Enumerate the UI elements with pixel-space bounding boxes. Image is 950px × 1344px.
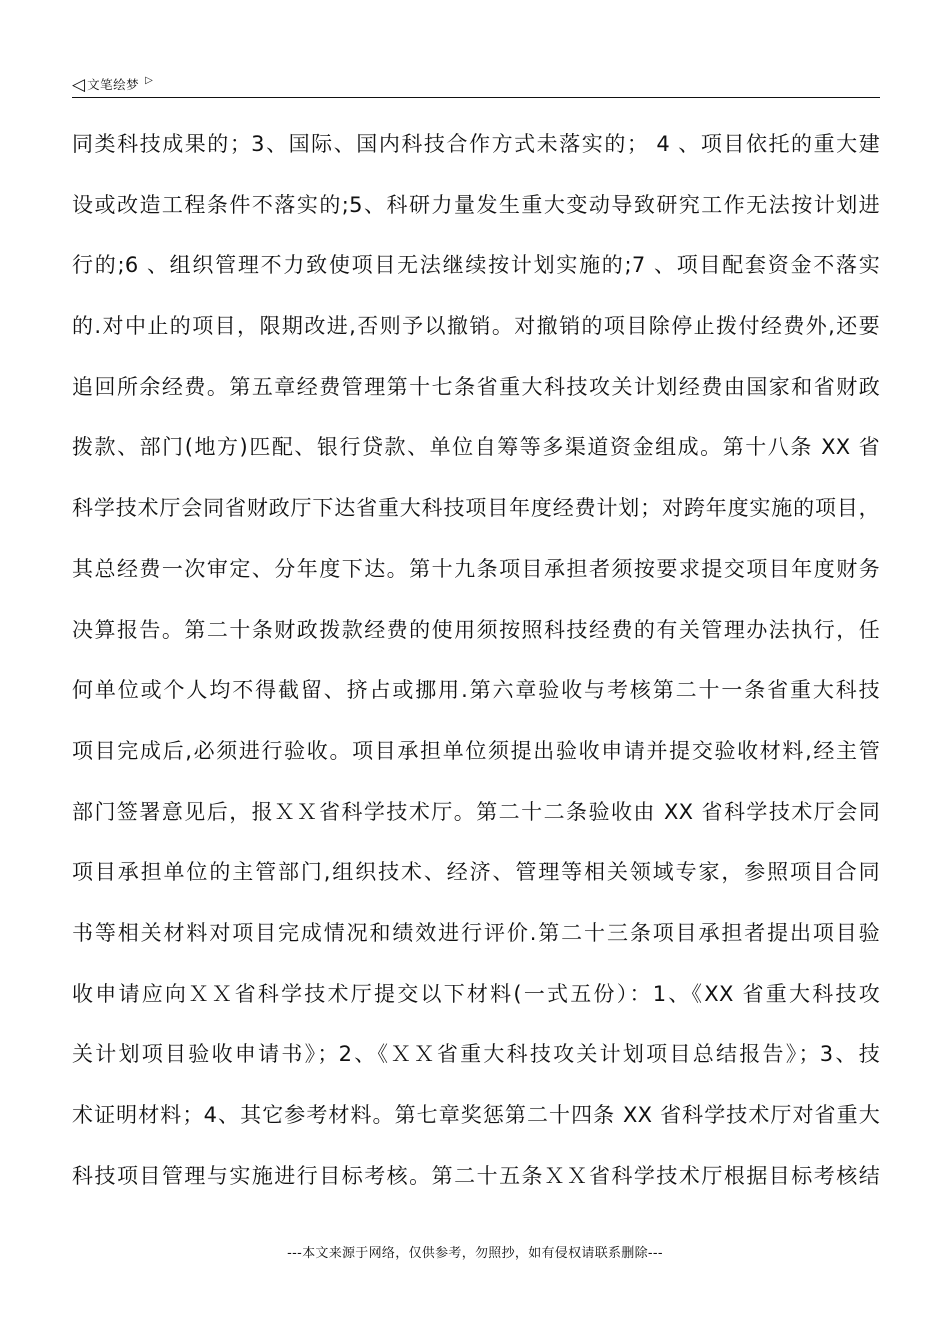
body-line: 术证明材料；4、其它参考材料。第七章奖惩第二十四条 XX 省科学技术厅对省重大 [72, 1103, 880, 1127]
body-line: 书等相关材料对项目完成情况和绩效进行评价.第二十三条项目承担者提出项目验 [72, 920, 880, 945]
body-line: 决算报告。第二十条财政拨款经费的使用须按照科技经费的有关管理办法执行，任 [72, 617, 880, 642]
header-rule [72, 97, 880, 98]
footer-notice: ---本文来源于网络，仅供参考，勿照抄，如有侵权请联系删除--- [287, 1246, 663, 1261]
body-line: 项目完成后,必须进行验收。项目承担单位须提出验收申请并提交验收材料,经主管 [72, 738, 880, 763]
body-line: 科技项目管理与实施进行目标考核。第二十五条ＸＸ省科学技术厅根据目标考核结 [72, 1163, 880, 1188]
body-line: 何单位或个人均不得截留、挤占或挪用.第六章验收与考核第二十一条省重大科技 [72, 678, 880, 703]
body-line: 项目承担单位的主管部门,组织技术、经济、管理等相关领域专家，参照项目合同 [72, 860, 880, 885]
header-brand: 文笔绘梦 [87, 77, 140, 92]
body-line: 科学技术厅会同省财政厅下达省重大科技项目年度经费计划；对跨年度实施的项目， [72, 496, 880, 521]
body-line: 同类科技成果的；3、国际、国内科技合作方式未落实的； 4 、项目依托的重大建 [72, 132, 880, 156]
body-line: 部门签署意见后，报ＸＸ省科学技术厅。第二十二条验收由 XX 省科学技术厅会同 [72, 799, 880, 824]
body-line: 设或改造工程条件不落实的;5、科研力量发生重大变动导致研究工作无法按计划进 [72, 192, 880, 217]
page-header [72, 74, 880, 96]
body-line: 收申请应向ＸＸ省科学技术厅提交以下材料(一式五份）：1、《XX 省重大科技攻 [72, 981, 880, 1006]
body-line: 的.对中止的项目，限期改进,否则予以撤销。对撤销的项目除停止拨付经费外,还要 [72, 314, 880, 339]
triangle-left-icon: ◁ [72, 75, 86, 95]
body-line: 关计划项目验收申请书》；2、《ＸＸ省重大科技攻关计划项目总结报告》；3、技 [72, 1042, 880, 1067]
body-line: 行的;6 、组织管理不力致使项目无法继续按计划实施的;7 、项目配套资金不落实 [72, 253, 880, 278]
body-line: 追回所余经费。第五章经费管理第十七条省重大科技攻关计划经费由国家和省财政 [72, 374, 880, 399]
body-line: 其总经费一次审定、分年度下达。第十九条项目承担者须按要求提交项目年度财务 [72, 556, 880, 581]
document-body [72, 114, 880, 1206]
body-line: 拨款、部门(地方)匹配、银行贷款、单位自筹等多渠道资金组成。第十八条 XX 省 [72, 435, 880, 460]
triangle-right-icon: ▷ [145, 75, 153, 86]
